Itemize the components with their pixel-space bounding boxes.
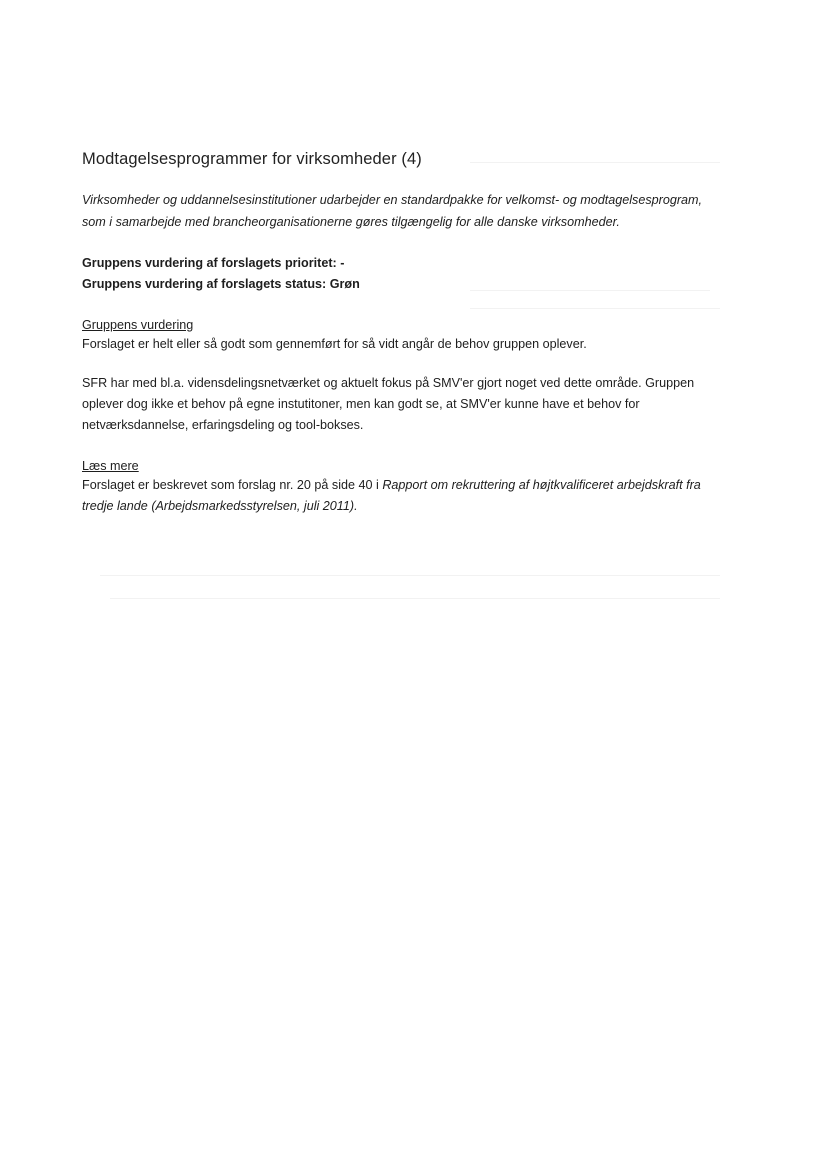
proposal-description: Virksomheder og uddannelsesinstitutioner udarbejder en standardpakke for velkomst- og modtagelsesprogram, som i samarbejde med brancheorganisationerne gøres tilgængelig for alle danske virksomheder.: [82, 193, 703, 229]
assessment-paragraph: SFR har med bl.a. vidensdelingsnetværket og aktuelt fokus på SMV'er gjort noget ved dette område. Gruppen oplever dog ikke et behov på egne instutitoner, men kan godt se, at SMV'er kunne have et behov for netværksdannelse, erfaringsdeling og tool-bokses.: [82, 376, 695, 432]
read-more-text: Forslaget er beskrevet som forslag nr. 20 på side 40 i: [82, 478, 383, 492]
document-title: Modtagelsesprogrammer for virksomheder (4): [82, 150, 422, 168]
bleed-through-line: [110, 598, 720, 599]
status-line: Gruppens vurdering af forslagets status: Grøn: [82, 277, 360, 291]
group-assessment-summary: [82, 253, 732, 295]
assessment-heading: Gruppens vurdering: [82, 318, 194, 332]
bleed-through-line: [100, 575, 720, 576]
priority-line: Gruppens vurdering af forslagets prioritet: -: [82, 256, 345, 270]
report-reference: Rapport om rekruttering af højtkvalificeret arbejdskraft fra tredje lande (Arbejdsmarkedsstyrelsen, juli 2011).: [82, 478, 701, 513]
read-more-heading: Læs mere: [82, 459, 139, 473]
assessment-paragraph: Forslaget er helt eller så godt som gennemført for så vidt angår de behov gruppen oplever.: [82, 337, 587, 351]
read-more-paragraph: [82, 475, 732, 517]
document-content: [82, 146, 732, 517]
